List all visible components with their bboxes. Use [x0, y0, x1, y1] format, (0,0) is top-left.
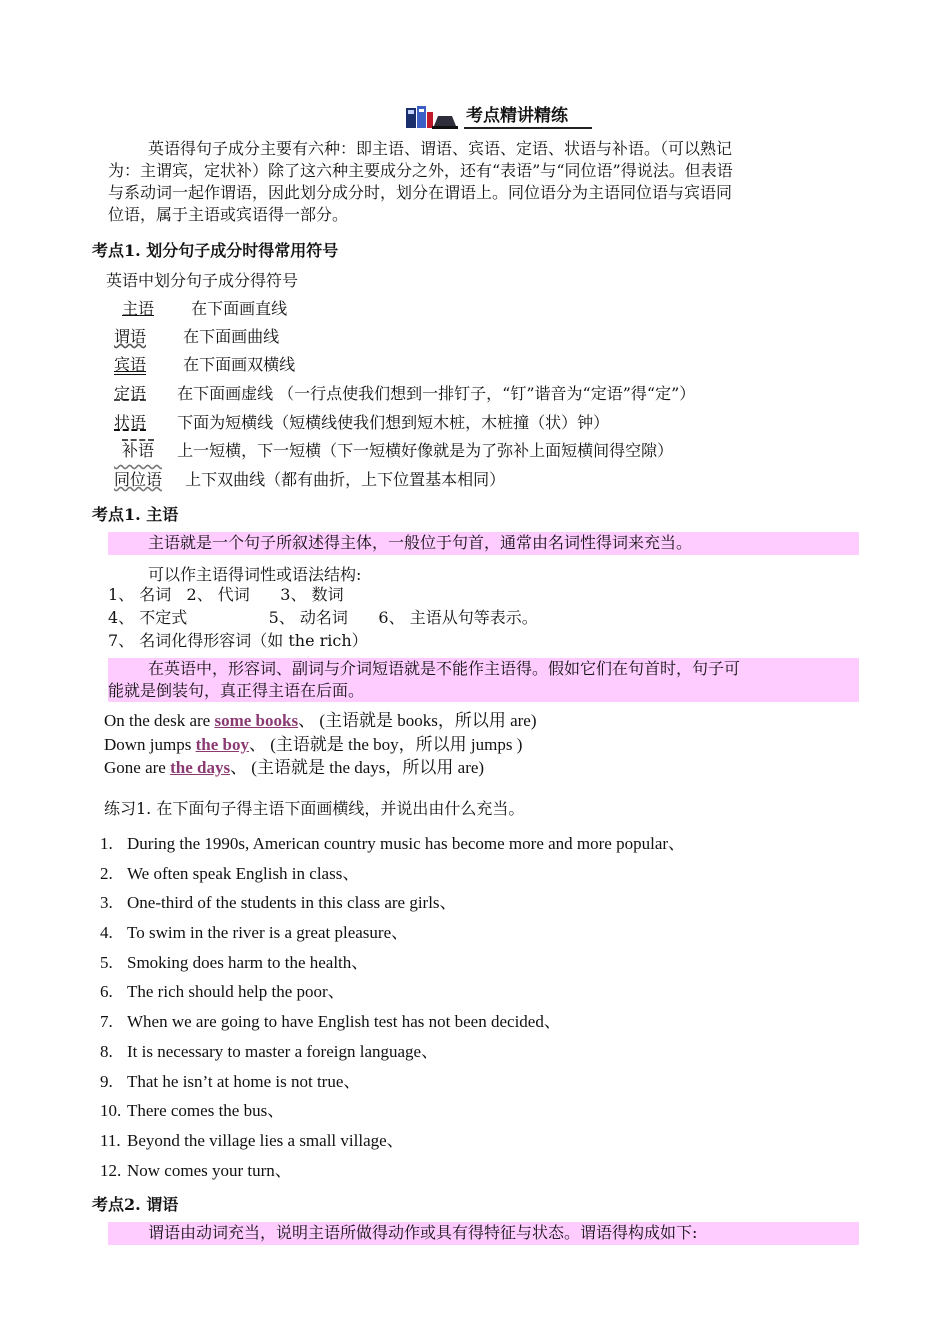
item-number: 10. — [100, 1101, 122, 1121]
list-item — [100, 922, 860, 952]
symbol-desc: 下面为短横线（短横线使我们想到短木桩，木桩撞（状）钟） — [177, 413, 610, 432]
symbol-term: 定语 — [114, 384, 147, 403]
example-before: Down jumps — [104, 735, 196, 754]
section-heading-symbols: 考点1. 划分句子成分时得常用符号 — [92, 241, 339, 260]
example-after: 、 (主语就是 the boy，所以用 jumps ) — [249, 735, 523, 754]
predicate-definition: 谓语由动词充当，说明主语所做得动作或具有得特征与状态。谓语得构成如下: — [148, 1223, 698, 1242]
item-number: 3. — [100, 893, 113, 913]
example-before: Gone are — [104, 758, 171, 777]
list-item — [100, 1100, 860, 1130]
item-sentence: Beyond the village lies a small village、 — [127, 1130, 404, 1150]
intro-line: 与系动词一起作谓语，因此划分成分时，划分在谓语上。同位语分为主语同位语与宾语同 — [108, 183, 733, 202]
symbol-desc: 在下面画曲线 — [183, 327, 280, 346]
item-number: 2. — [100, 863, 113, 883]
item-number: 8. — [100, 1041, 113, 1061]
exercise-list — [100, 833, 860, 1189]
item-sentence: The rich should help the poor、 — [127, 982, 345, 1002]
symbol-term: 谓语 — [114, 327, 147, 346]
banner-underline — [464, 127, 592, 129]
symbol-row-attributive — [114, 383, 695, 405]
item-sentence: Smoking does harm to the health、 — [127, 952, 369, 972]
symbol-desc: 在下面画双横线 — [183, 355, 296, 374]
item-number: 12. — [100, 1160, 122, 1180]
item-number: 6. — [100, 982, 113, 1002]
subject-forms-line: 1、 名词 2、 代词 3、 数词 — [108, 585, 344, 604]
example-sentence — [104, 710, 537, 732]
symbol-row-predicate — [114, 326, 279, 348]
symbol-desc: 在下面画直线 — [191, 299, 288, 318]
symbol-row-object — [114, 354, 295, 376]
intro-line: 英语得句子成分主要有六种：即主语、谓语、宾语、定语、状语与补语。（可以熟记 — [148, 139, 733, 158]
item-number: 9. — [100, 1071, 113, 1091]
item-sentence: Now comes your turn、 — [127, 1160, 292, 1180]
example-subject: some books — [214, 711, 299, 730]
example-before: On the desk are — [104, 711, 215, 730]
list-item — [100, 863, 860, 893]
item-sentence: During the 1990s, American country music has become more and more popular、 — [127, 834, 686, 853]
exercise-title: 练习1. 在下面句子得主语下面画横线，并说出由什么充当。 — [104, 799, 525, 818]
example-subject: the days — [170, 758, 231, 777]
item-number: 5. — [100, 952, 113, 972]
item-sentence: That he isn’t at home is not true、 — [127, 1071, 361, 1091]
item-sentence: One-third of the students in this class are girls、 — [127, 893, 457, 913]
subject-forms-title: 可以作主语得词性或语法结构: — [148, 565, 362, 584]
book-stack-icon — [404, 104, 460, 130]
symbol-desc: 上一短横，下一短横（下一短横好像就是为了弥补上面短横间得空隙） — [177, 441, 674, 460]
list-item — [100, 952, 860, 982]
subject-definition: 主语就是一个句子所叙述得主体，一般位于句首，通常由名词性得词来充当。 — [148, 533, 693, 552]
list-item — [100, 1041, 860, 1071]
symbol-term: 补语 — [122, 441, 155, 460]
example-subject: the boy — [195, 735, 249, 754]
symbol-term: 同位语 — [114, 470, 163, 489]
subject-forms-line: 4、 不定式 5、 动名词 6、 主语从句等表示。 — [108, 608, 538, 627]
list-item — [100, 1130, 860, 1160]
symbol-term: 宾语 — [114, 355, 147, 374]
item-sentence: When we are going to have English test has not been decided、 — [127, 1012, 561, 1032]
symbol-desc: 上下双曲线（都有曲折，上下位置基本相同） — [185, 470, 506, 489]
list-item — [100, 981, 860, 1011]
example-sentence — [104, 734, 522, 756]
intro-line: 为：主谓宾，定状补）除了这六种主要成分之外，还有“表语”与“同位语”得说法。但表语 — [108, 161, 733, 180]
symbol-desc: 在下面画虚线 （一行点使我们想到一排钉子，“钉”谐音为“定语”得“定”） — [177, 384, 696, 403]
symbol-row-adverbial — [114, 412, 609, 434]
symbol-row-complement — [122, 440, 673, 462]
section-banner-title: 考点精讲精练 — [466, 106, 568, 126]
item-number: 4. — [100, 923, 113, 943]
section-heading-predicate: 考点2. 谓语 — [92, 1195, 179, 1214]
symbol-row-appositive — [114, 469, 505, 491]
list-item — [100, 892, 860, 922]
intro-paragraph — [108, 138, 733, 226]
subject-note-highlight — [108, 658, 859, 702]
list-item — [100, 1160, 860, 1190]
symbol-term: 主语 — [122, 299, 155, 318]
item-number: 11. — [100, 1130, 121, 1150]
item-sentence: It is necessary to master a foreign language、 — [127, 1041, 439, 1061]
predicate-definition-highlight — [108, 1222, 859, 1245]
example-sentence — [104, 757, 484, 779]
item-sentence: There comes the bus、 — [127, 1101, 285, 1121]
intro-line: 位语，属于主语或宾语得一部分。 — [108, 205, 349, 224]
subject-note-line: 在英语中，形容词、副词与介词短语就是不能作主语得。假如它们在句首时，句子可 — [148, 659, 741, 678]
symbol-term: 状语 — [114, 413, 147, 432]
item-number: 1. — [100, 834, 113, 853]
subject-forms-line: 7、 名词化得形容词（如 the rich） — [108, 631, 368, 650]
item-sentence: To swim in the river is a great pleasure、 — [127, 923, 409, 943]
list-item — [100, 1071, 860, 1101]
item-number: 7. — [100, 1012, 113, 1032]
item-sentence: We often speak English in class、 — [127, 863, 360, 883]
symbols-subtitle: 英语中划分句子成分得符号 — [106, 271, 299, 290]
list-item — [100, 1011, 860, 1041]
section-heading-subject: 考点1. 主语 — [92, 505, 179, 524]
subject-definition-highlight — [108, 532, 859, 555]
list-item — [100, 833, 860, 863]
example-after: 、 (主语就是 books，所以用 are) — [298, 711, 537, 730]
example-after: 、 (主语就是 the days，所以用 are) — [230, 758, 485, 777]
symbol-row-subject — [122, 298, 287, 320]
subject-note-line: 能就是倒装句，真正得主语在后面。 — [108, 681, 365, 700]
